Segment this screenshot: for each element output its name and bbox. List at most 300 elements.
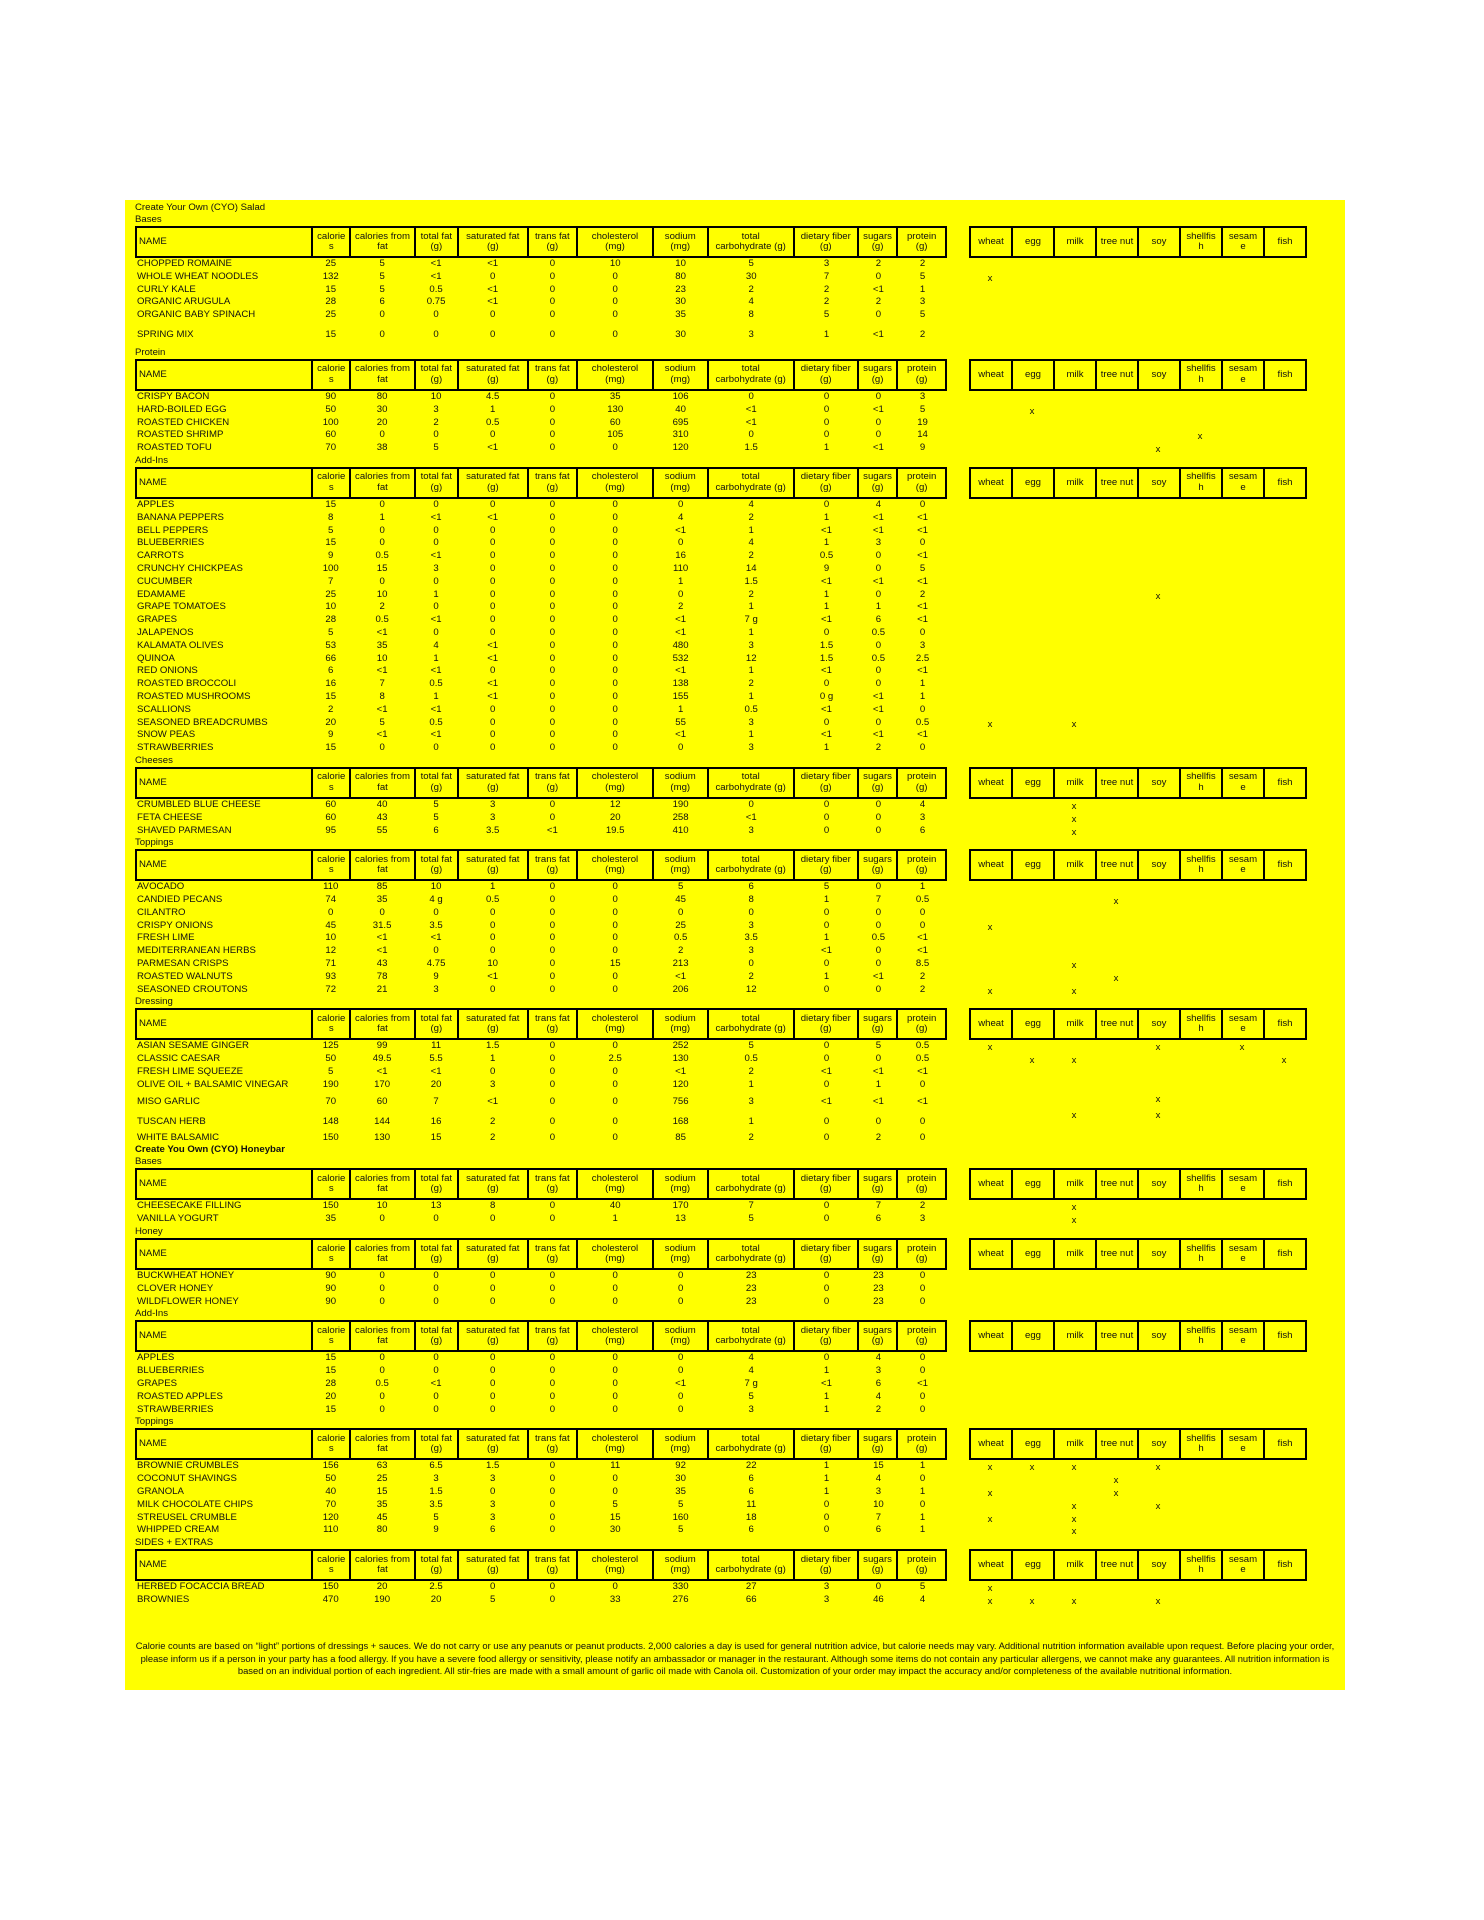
col-header-calories: calorie s [312,1169,350,1199]
col-header-trans-fat: trans fat (g) [528,1550,578,1580]
item-total-carbohydrate: 3.5 [744,932,758,944]
allergen-rows [969,499,1305,755]
item-protein: 0 [919,537,926,549]
table-row [135,601,947,614]
item-total-fat: 0 [433,1403,439,1415]
item-protein: 0 [919,742,926,754]
item-calories: 190 [322,1078,339,1090]
item-cholesterol: 0 [612,1365,618,1377]
item-sodium: <1 [675,524,687,536]
item-trans-fat: 0 [549,1282,556,1294]
table-header [135,1168,1335,1200]
allergen-header-0: wheat [970,768,1012,798]
item-total-carbohydrate: 12 [745,983,757,995]
item-name: JALAPENOS [137,626,194,638]
item-calories-from-fat: 78 [376,970,388,982]
item-calories-from-fat: 20 [376,1581,388,1593]
allergen-header-4: soy [1138,468,1180,498]
item-saturated-fat: 6 [490,1524,496,1536]
item-total-carbohydrate: 6 [748,1486,754,1498]
item-sugars: 0 [875,678,882,690]
item-total-carbohydrate: 6 [748,881,754,893]
item-sugars: 0 [875,665,882,677]
item-sugars: 0 [875,824,882,836]
item-protein: <1 [917,601,929,613]
item-calories: 16 [325,678,337,690]
item-protein: 1 [919,881,926,893]
item-sugars: 0 [875,390,882,402]
item-name: ROASTED BROCCOLI [137,678,237,690]
item-dietary-fiber: 0 [823,1115,830,1127]
col-header-total-fat: total fat (g) [415,360,459,390]
table-row [135,1581,947,1594]
item-protein: 0 [919,1352,926,1364]
allergen-mark: x [1155,1042,1161,1054]
col-header-saturated-fat: saturated fat (g) [458,1321,527,1351]
allergen-header-7: fish [1264,1169,1306,1199]
item-total-fat: 0 [433,537,439,549]
item-cholesterol: 0 [612,881,618,893]
allergen-row [969,704,1305,717]
col-header-sugars: sugars (g) [858,1009,897,1039]
item-total-carbohydrate: 7 g [744,614,758,626]
allergen-header-1: egg [1012,850,1054,880]
item-sodium: 0 [677,1282,684,1294]
item-cholesterol: 0 [612,1581,618,1593]
item-cholesterol: 0 [612,932,618,944]
table-row [135,1460,947,1473]
item-cholesterol: 0 [612,652,618,664]
item-sodium: 480 [672,639,689,651]
item-saturated-fat: 0 [490,945,496,957]
allergen-mark: x [1071,1596,1077,1607]
table-row [135,284,947,297]
allergen-mark: x [987,1596,993,1607]
col-header-total-fat: total fat (g) [415,1009,459,1039]
table-row [135,1040,947,1053]
item-cholesterol: 0 [612,1352,618,1364]
allergen-header-4: soy [1138,1239,1180,1269]
item-protein: <1 [917,932,929,944]
col-header-total-carbohydrate: total carbohydrate (g) [708,768,794,798]
allergen-row [969,576,1305,589]
item-total-fat: 13 [430,1200,442,1212]
col-header-calories: calorie s [312,768,350,798]
item-sodium: 0 [677,1352,684,1364]
item-sodium: 206 [672,983,689,995]
item-dietary-fiber: 3 [823,1594,830,1605]
item-name: WHOLE WHEAT NOODLES [137,270,259,282]
item-name: ROASTED MUSHROOMS [137,690,251,702]
item-sodium: 110 [672,562,689,574]
item-calories: 90 [325,390,337,402]
item-sodium: 120 [672,1078,689,1090]
allergen-rows [969,799,1305,837]
item-dietary-fiber: 3 [823,258,830,269]
col-header-calories-from-fat: calories from fat [350,468,414,498]
item-dietary-fiber: 1 [823,970,830,982]
item-dietary-fiber: 0 [823,958,830,970]
item-protein: 0 [919,1498,926,1510]
item-trans-fat: 0 [549,1511,556,1523]
allergen-row [969,881,1305,894]
allergen-row [969,984,1305,997]
allergen-mark: x [1071,1526,1077,1538]
item-protein: 5 [919,270,926,282]
item-sodium: 168 [672,1115,689,1127]
allergen-header-6: sesam e [1222,227,1264,257]
item-dietary-fiber: 0 [823,983,830,995]
table-row [135,614,947,627]
item-total-fat: 5 [433,442,439,454]
item-trans-fat: 0 [549,919,556,931]
item-sugars: 6 [875,1524,882,1536]
item-saturated-fat: 0 [490,1390,496,1402]
item-total-carbohydrate: 1 [748,729,754,741]
item-total-carbohydrate: 12 [745,652,757,664]
nutrition-header [135,1549,947,1581]
col-header-protein: protein (g) [897,227,946,257]
item-total-fat: 3.5 [429,1498,443,1510]
table-row [135,1283,947,1296]
item-calories: 90 [325,1282,337,1294]
allergen-header [969,359,1307,391]
item-saturated-fat: 1.5 [486,1040,500,1052]
item-calories-from-fat: 130 [374,1131,391,1143]
item-cholesterol: 0 [612,1295,618,1307]
item-saturated-fat: 1 [490,403,496,415]
item-calories-from-fat: 15 [376,562,388,574]
item-trans-fat: 0 [549,970,556,982]
item-protein: <1 [917,729,929,741]
item-name: GRANOLA [137,1486,184,1498]
item-sugars: 0 [875,1115,882,1127]
allergen-mark: x [1071,1500,1077,1512]
allergen-mark: x [1071,1202,1077,1214]
item-sodium: 5 [677,881,684,893]
table-row [135,653,947,666]
item-sodium: 30 [675,1473,686,1485]
item-total-carbohydrate: 3 [748,824,754,836]
item-dietary-fiber: <1 [821,665,832,677]
item-cholesterol: 33 [609,1594,621,1605]
item-sugars: <1 [872,511,884,523]
item-saturated-fat: 0.5 [486,416,500,428]
item-name: CLOVER HONEY [137,1282,214,1294]
item-cholesterol: 1 [612,1213,618,1225]
item-dietary-fiber: 0 [823,1524,830,1536]
table-row [135,812,947,825]
item-name: RED ONIONS [137,665,198,677]
section-table [135,1040,1335,1144]
item-sugars: 7 [875,1511,882,1523]
item-dietary-fiber: 0 [823,919,830,931]
item-dietary-fiber: 1 [823,894,830,906]
item-name: BROWNIE CRUMBLES [137,1460,239,1472]
item-protein: <1 [917,1378,929,1390]
table-row [135,717,947,730]
item-calories-from-fat: 0 [379,1295,385,1307]
col-header-cholesterol: cholesterol (mg) [577,1550,653,1580]
item-total-carbohydrate: 6 [748,1473,754,1485]
section-title: Bases [135,1156,162,1168]
allergen-header-7: fish [1264,227,1306,257]
allergen-header-5: shellfis h [1180,1429,1222,1459]
item-total-fat: 1 [433,652,439,664]
allergen-header-4: soy [1138,1550,1180,1580]
item-protein: 1 [919,678,926,690]
table-header [135,1428,1335,1460]
col-header-calories: calorie s [312,360,350,390]
allergen-header-0: wheat [970,1429,1012,1459]
allergen-header-6: sesam e [1222,1429,1264,1459]
allergen-rows [969,1352,1305,1416]
item-dietary-fiber: 1 [823,1460,830,1472]
item-sodium: 1 [677,703,684,715]
table-row [135,1594,947,1607]
col-header-cholesterol: cholesterol (mg) [577,850,653,880]
item-name: ORGANIC BABY SPINACH [137,309,256,321]
item-total-carbohydrate: 23 [745,1295,757,1307]
col-header-sodium: sodium (mg) [653,768,708,798]
allergen-mark: x [987,985,993,997]
item-dietary-fiber: 0 [823,1200,830,1212]
item-name: SHAVED PARMESAN [137,824,232,836]
item-calories-from-fat: 0 [379,742,385,754]
item-dietary-fiber: 0 [823,678,830,690]
item-sugars: 0 [875,958,882,970]
nutrition-rows [135,881,947,996]
col-header-sugars: sugars (g) [858,1321,897,1351]
item-total-carbohydrate: 1 [748,690,754,702]
allergen-row [969,525,1305,538]
col-header-saturated-fat: saturated fat (g) [458,768,527,798]
item-name: APPLES [137,498,175,510]
item-name: CRISPY ONIONS [137,919,214,931]
item-sodium: 4 [677,511,684,523]
allergen-header-5: shellfis h [1180,1239,1222,1269]
item-sodium: 55 [675,716,686,728]
item-calories-from-fat: 0 [379,524,385,536]
item-cholesterol: 0 [612,1403,618,1415]
item-trans-fat: 0 [549,729,556,741]
item-sugars: 0 [875,588,882,600]
item-protein: 3 [919,1213,926,1225]
table-row [135,322,947,347]
item-trans-fat: 0 [549,283,556,295]
item-trans-fat: 0 [549,716,556,728]
item-calories-from-fat: 1 [379,511,385,523]
col-header-dietary-fiber: dietary fiber (g) [794,768,858,798]
nutrition-header [135,1008,947,1040]
allergen-header [969,1238,1307,1270]
col-header-cholesterol: cholesterol (mg) [577,468,653,498]
item-saturated-fat: <1 [487,639,499,651]
item-protein: 3 [919,296,926,308]
item-dietary-fiber: 1 [823,537,830,549]
section-title: Protein [135,346,166,358]
item-sodium: 160 [672,1511,689,1523]
table-header [135,226,1335,258]
item-trans-fat: 0 [549,562,556,574]
item-name: GRAPE TOMATOES [137,601,226,613]
allergen-rows [969,258,1305,342]
col-header-dietary-fiber: dietary fiber (g) [794,850,858,880]
item-protein: 2 [919,588,926,600]
col-header-total-carbohydrate: total carbohydrate (g) [708,1550,794,1580]
allergen-header-2: milk [1054,360,1096,390]
item-total-carbohydrate: 14 [745,562,757,574]
item-dietary-fiber: 1 [823,742,830,754]
nutrition-rows [135,1581,947,1607]
item-trans-fat: 0 [549,894,556,906]
col-header-name: NAME [136,1169,312,1199]
allergen-header-6: sesam e [1222,768,1264,798]
item-trans-fat: 0 [549,575,556,587]
col-header-cholesterol: cholesterol (mg) [577,360,653,390]
allergen-row [969,614,1305,627]
item-sugars: 15 [873,1460,884,1472]
item-saturated-fat: 0 [490,1282,496,1294]
item-saturated-fat: 0 [490,983,496,995]
col-header-trans-fat: trans fat (g) [528,360,578,390]
item-protein: <1 [917,614,929,626]
table-row [135,704,947,717]
allergen-row [969,1524,1305,1537]
item-sodium: <1 [675,1378,687,1390]
table-row [135,1352,947,1365]
item-trans-fat: 0 [549,639,556,651]
allergen-row [969,601,1305,614]
item-protein: 0 [919,1390,926,1402]
item-sugars: 0 [875,1581,882,1593]
col-header-dietary-fiber: dietary fiber (g) [794,227,858,257]
item-total-fat: 3 [433,403,439,415]
item-trans-fat: 0 [549,1213,556,1225]
item-total-carbohydrate: 5 [748,1390,754,1402]
item-sodium: 0 [677,742,684,754]
section-table [135,1270,1335,1308]
item-total-fat: 0 [433,1295,439,1307]
item-calories: 156 [322,1460,339,1472]
item-calories-from-fat: 0 [379,1403,385,1415]
nutrition-rows [135,799,947,837]
item-dietary-fiber: 2 [823,296,830,308]
allergen-header-4: soy [1138,1429,1180,1459]
allergen-header-3: tree nut [1096,1009,1138,1039]
item-trans-fat: 0 [549,511,556,523]
item-saturated-fat: 0 [490,550,496,562]
item-cholesterol: 0 [612,894,618,906]
item-name: HARD-BOILED EGG [137,403,227,415]
item-protein: 0 [919,919,926,931]
item-protein: <1 [917,575,929,587]
col-header-cholesterol: cholesterol (mg) [577,1321,653,1351]
item-total-carbohydrate: 1 [748,1078,754,1090]
item-sugars: 7 [875,894,882,906]
allergen-header-6: sesam e [1222,1550,1264,1580]
allergen-mark: x [987,1583,993,1595]
item-saturated-fat: 2 [490,1131,496,1143]
item-trans-fat: 0 [549,1270,556,1282]
table-row [135,258,947,271]
item-cholesterol: 0 [612,1066,618,1078]
col-header-dietary-fiber: dietary fiber (g) [794,1321,858,1351]
item-sodium: 330 [672,1581,689,1593]
item-dietary-fiber: 0 [823,1295,830,1307]
item-name: BELL PEPPERS [137,524,209,536]
item-name: PARMESAN CRISPS [137,958,229,970]
col-header-saturated-fat: saturated fat (g) [458,1169,527,1199]
table-row [135,296,947,309]
item-sodium: 10 [675,258,686,269]
item-dietary-fiber: 1 [823,588,830,600]
allergen-row [969,417,1305,430]
col-header-cholesterol: cholesterol (mg) [577,1009,653,1039]
item-total-fat: 9 [433,970,439,982]
item-name: CLASSIC CAESAR [137,1053,221,1065]
item-sugars: 0 [875,716,882,728]
item-total-carbohydrate: 2 [748,511,754,523]
item-sugars: 0 [875,416,882,428]
col-header-sodium: sodium (mg) [653,1239,708,1269]
item-total-carbohydrate: 0 [748,390,754,402]
allergen-mark: x [987,718,993,730]
item-cholesterol: 10 [609,258,621,269]
allergen-mark: x [1155,1462,1161,1474]
allergen-rows [969,881,1305,996]
item-sugars: 23 [873,1270,884,1282]
item-trans-fat: 0 [549,626,556,638]
allergen-row [969,945,1305,958]
allergen-header [969,767,1307,799]
item-dietary-fiber: 0 [823,416,830,428]
item-saturated-fat: 3 [490,798,496,810]
col-header-trans-fat: trans fat (g) [528,468,578,498]
item-saturated-fat: <1 [487,652,499,664]
item-dietary-fiber: 0 [823,1213,830,1225]
item-saturated-fat: 0 [490,614,496,626]
item-protein: <1 [917,524,929,536]
item-total-fat: <1 [430,665,442,677]
table-row [135,1486,947,1499]
item-total-fat: 20 [430,1594,442,1605]
item-trans-fat: 0 [549,328,556,340]
item-sugars: 4 [875,1390,882,1402]
item-total-carbohydrate: 1 [748,1115,754,1127]
col-header-saturated-fat: saturated fat (g) [458,1429,527,1459]
col-header-trans-fat: trans fat (g) [528,850,578,880]
item-total-carbohydrate: 22 [745,1460,757,1472]
item-protein: 5 [919,562,926,574]
item-calories: 100 [322,562,339,574]
allergen-row [969,1040,1305,1053]
item-trans-fat: 0 [549,1524,556,1536]
item-protein: 0 [919,1078,926,1090]
item-cholesterol: 0 [612,270,618,282]
item-calories-from-fat: 170 [374,1078,391,1090]
item-calories: 100 [322,416,339,428]
item-calories-from-fat: <1 [376,626,388,638]
item-calories: 95 [325,824,337,836]
col-header-protein: protein (g) [897,1429,946,1459]
allergen-header [969,1549,1307,1581]
col-header-calories: calorie s [312,850,350,880]
item-total-carbohydrate: 2 [748,588,754,600]
allergen-row [969,812,1305,825]
table-row [135,920,947,933]
item-total-fat: 0 [433,1213,439,1225]
